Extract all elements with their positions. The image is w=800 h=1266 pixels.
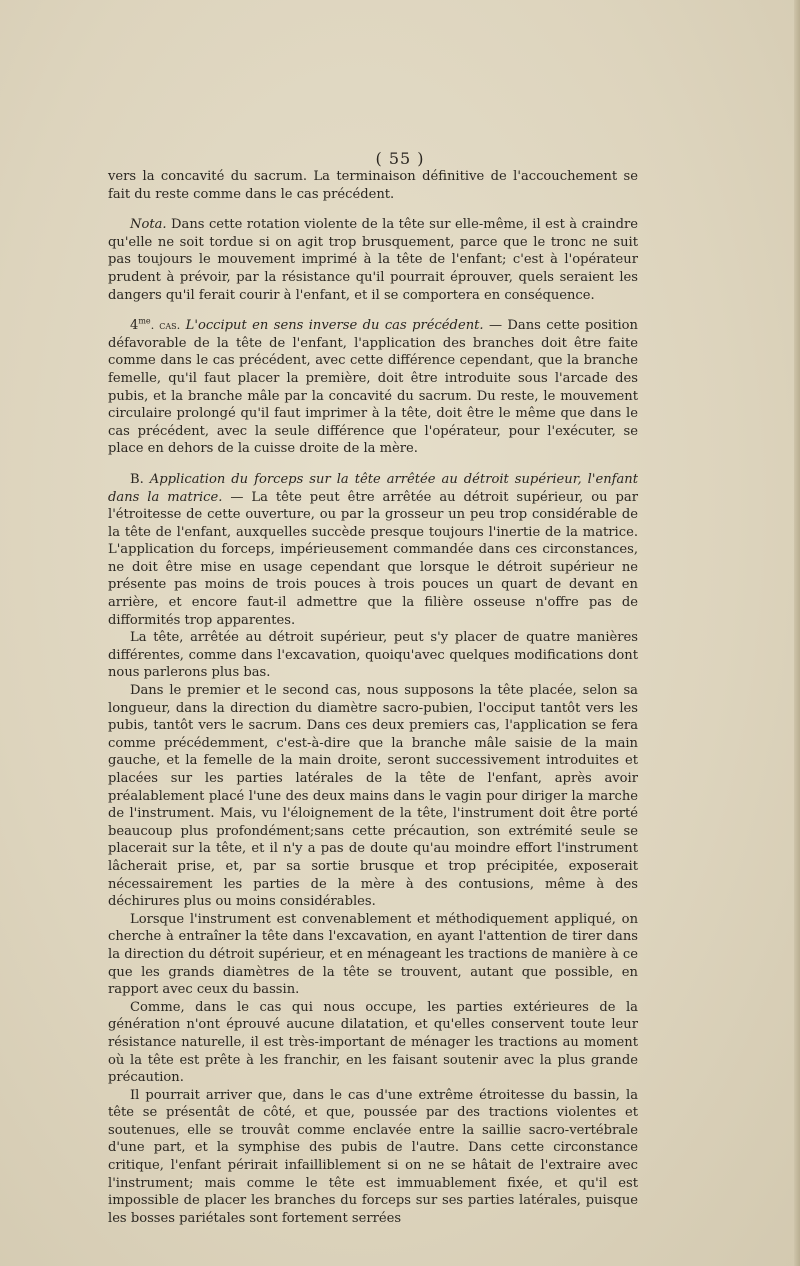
paragraph: La tête, arrêtée au détroit supérieur, peut s'y placer de quatre manières différentes, comme dans l'excavation, quoiqu'avec quelques modifications dont nous parlerons plus bas. [108, 630, 638, 681]
paragraph-nota [108, 216, 638, 304]
case-label: . cas. [150, 318, 181, 333]
paragraph-text: Dans cette rotation violente de la tête sur elle-même, il est à craindre qu'elle ne soit tordue si on agit trop brusquement, parce que le tronc ne suit pas toujours le mouvement imprimé à la tête de l'enfant; c'est à l'opérateur prudent à prévoir, par la résistance qu'il pourrait éprouver, quels seraient les dangers qu'il ferait courir à l'enfant, et il se comportera en conséquence. [108, 217, 638, 303]
section-letter: B. [130, 471, 144, 487]
body-text [108, 168, 638, 1227]
paragraph-text: — Dans cette position défavorable de la tête de l'enfant, l'application des branches doit être faite comme dans le cas précédent, avec cette différence cependant, que la branche femelle, qu'il faut placer la première, doit être introduite sous l'arcade des pubis, et la branche mâle par la concavité du sacrum. Du reste, le mouvement circulaire prolongé qu'il faut imprimer à la tête, doit être le même que dans le cas précédent, avec la seule différence que l'opérateur, pour l'exécuter, se place en dehors de la cuisse droite de la mère. [108, 318, 638, 457]
nota-label: Nota. [130, 217, 167, 233]
case-number: 4 [130, 318, 139, 334]
paragraph: Il pourrait arriver que, dans le cas d'une extrême étroitesse du bassin, la tête se présentât de côté, et que, poussée par des tractions violentes et soutenues, elle se trouvât comme enclavée entre la saillie sacro-vertébrale d'une part, et la symphise des pubis de l'autre. Dans cette circonstance critique, l'enfant périrait infailliblement si on ne se hâtait de l'extraire avec l'instrument; mais comme le tête est immuablement fixée, et qu'il est impossible de placer les branches du forceps sur ses parties latérales, puisque les bosses pariétales sont fortement serrées [108, 1087, 638, 1226]
case-title: L'occiput en sens inverse du cas précédent. [180, 318, 484, 334]
paragraph-text: — La tête peut être arrêtée au détroit supérieur, ou par l'étroitesse de cette ouverture, ou par la grosseur un peu trop considérable de la tête de l'enfant, auxquelles succède presque toujours l'inertie de la matrice. L'application du forceps, impérieusement commandée dans ces circonstances, ne doit être mise en usage cependant que lorsque le détroit supérieur ne présente pas moins de trois pouces à trois pouces un quart de devant en arrière, et encore faut-il admettre que la filière osseuse n'offre pas de difformités trop apparentes. [108, 489, 638, 628]
page-number: ( 55 ) [375, 149, 425, 168]
paragraph: Dans le premier et le second cas, nous supposons la tête placée, selon sa longueur, dans la direction du diamètre sacro-pubien, l'occiput tantôt vers les pubis, tantôt vers le sacrum. Dans ces deux premiers cas, l'application se fera comme précédemment, c'est-à-dire que la branche mâle saisie de la main gauche, et la femelle de la main droite, seront successivement introduites et placées sur les parties latérales de la tête de l'enfant, après avoir préalablement placé l'une des deux mains dans le vagin pour diriger la marche de l'instrument. Mais, vu l'éloignement de la tête, l'instrument doit être porté beaucoup plus profondément;sans cette précaution, son extrémité seule se placerait sur la tête, et il n'y a pas de doute qu'au moindre effort l'instrument lâcherait prise, et, par sa sortie brusque et trop précipitée, exposerait nécessairement les parties de la mère à des contusions, même à des déchirures plus ou moins considérables. [108, 683, 638, 910]
paragraph: vers la concavité du sacrum. La terminaison définitive de l'accouchement se fait du reste comme dans le cas précédent. [108, 169, 638, 202]
paragraph: Lorsque l'instrument est convenablement et méthodiquement appliqué, on cherche à entraîner la tête dans l'excavation, en ayant l'attention de tirer dans la direction du détroit supérieur, et en ménageant les tractions de manière à ce que les grands diamètres de la tête se trouvent, autant que possible, en rapport avec ceux du bassin. [108, 911, 638, 998]
paragraph-case-4 [108, 317, 638, 458]
paragraph: Comme, dans le cas qui nous occupe, les parties extérieures de la génération n'ont éprouvé aucune dilatation, et qu'elles conservent toute leur résistance naturelle, il est très-important de ménager les tractions au moment où la tête est prête à les franchir, en les faisant soutenir avec la plus grande précaution. [108, 999, 638, 1086]
section-title: Application du forceps sur la tête arrêtée au détroit supérieur, l'enfant dans la matrice. [108, 471, 638, 505]
paragraph-section-b [108, 471, 638, 629]
page-edge [794, 0, 800, 1266]
case-number-suffix: me [138, 316, 151, 326]
